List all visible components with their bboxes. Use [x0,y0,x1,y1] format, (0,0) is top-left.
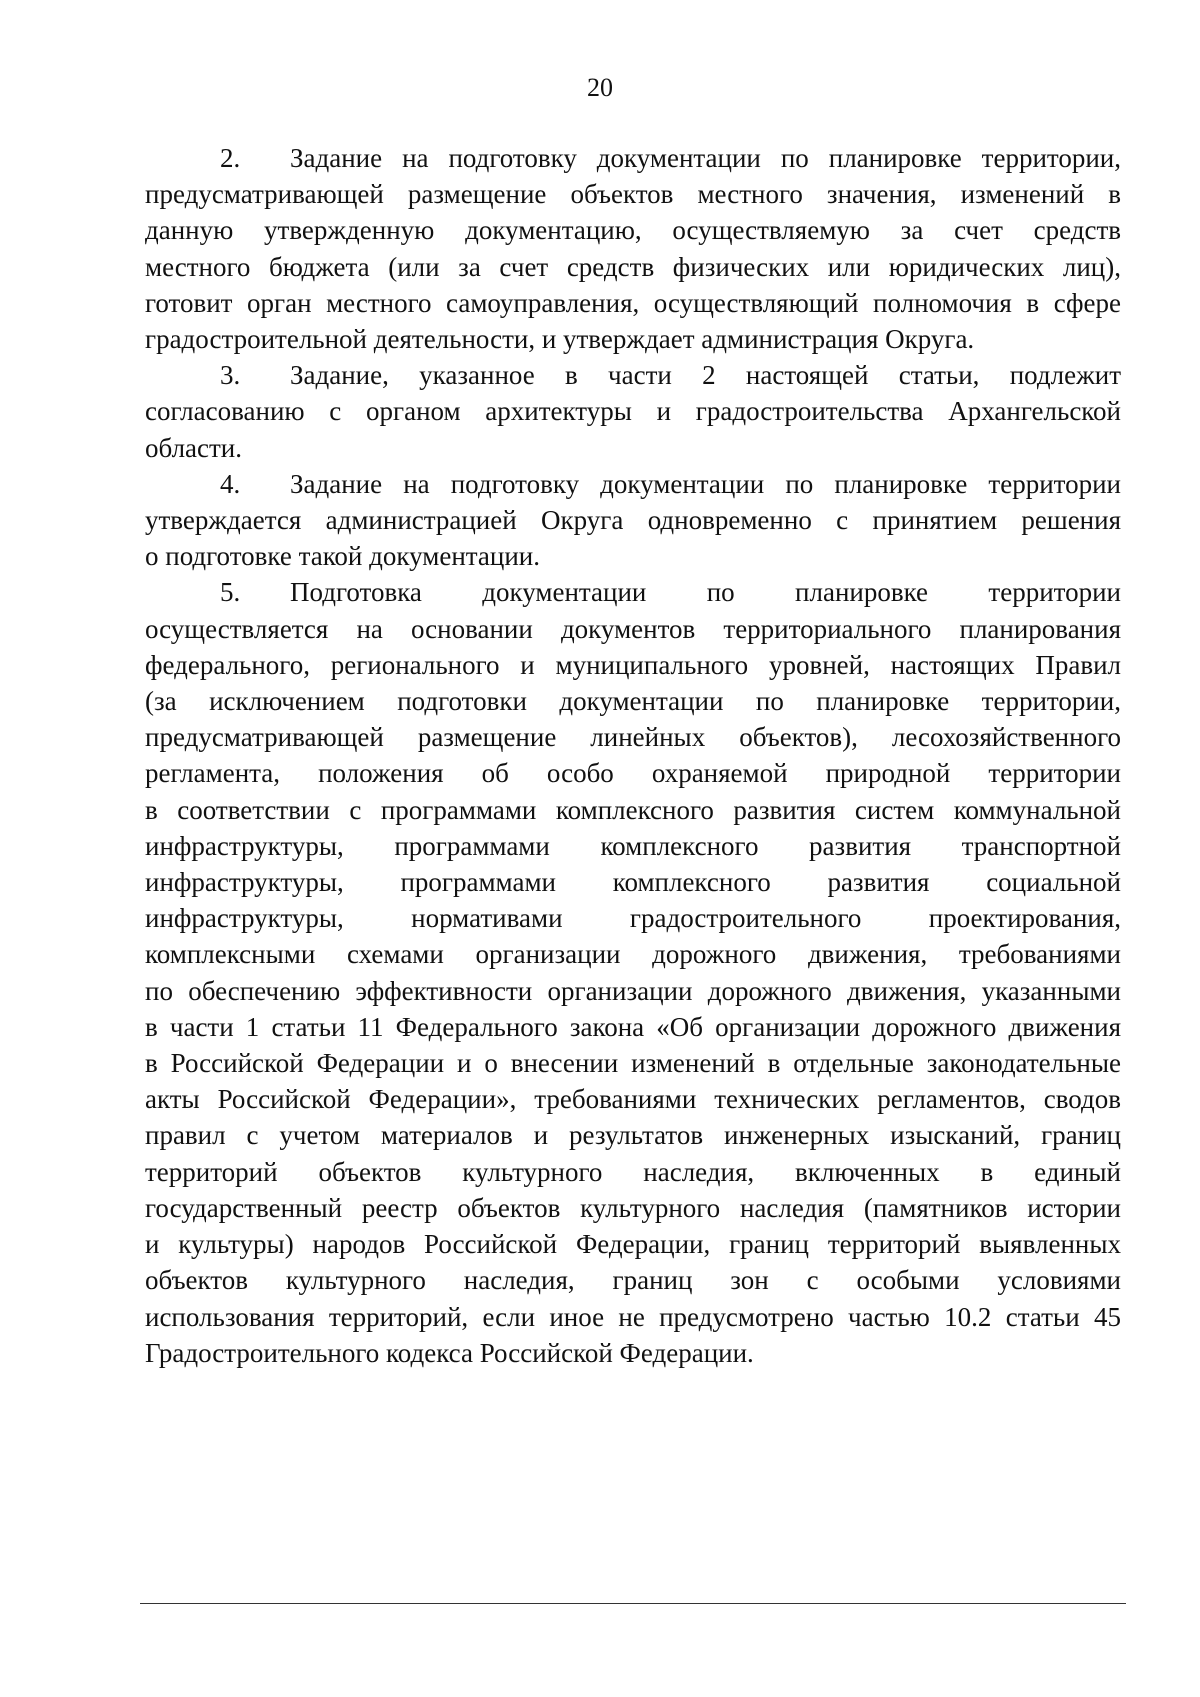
paragraph-line: федерального, регионального и муниципального уровней, настоящих Правил [145,649,1121,680]
paragraph-line: утверждается администрацией Округа одновременно с принятием решения [145,505,1121,536]
paragraph-line: о подготовке такой документации. [145,541,540,572]
paragraph-2 [145,140,1121,357]
paragraph-number: 2. [220,143,241,173]
paragraph-text: Подготовка документации по планировке территории [290,577,1121,608]
paragraph-number: 5. [220,577,241,608]
paragraph-line: регламента, положения об особо охраняемой природной территории [145,758,1121,789]
paragraph-line: предусматривающей размещение объектов местного значения, изменений в [145,179,1121,210]
paragraph-line: инфраструктуры, программами комплексного развития транспортной [145,830,1121,861]
paragraph-line: осуществляется на основании документов территориального планирования [145,613,1121,644]
document-body [145,140,1121,1371]
paragraph-line: в Российской Федерации и о внесении изменений в отдельные законодательные [145,1048,1121,1079]
paragraph-line: инфраструктуры, программами комплексного развития социальной [145,867,1121,898]
paragraph-line: объектов культурного наследия, границ зон с особыми условиями [145,1265,1121,1296]
paragraph-number: 4. [220,468,241,499]
paragraph-line: Градостроительного кодекса Российской Федерации. [145,1337,754,1368]
paragraph-line [145,466,1121,502]
paragraph-line: градостроительной деятельности, и утверждает администрация Округа. [145,324,975,355]
paragraph-line: и культуры) народов Российской Федерации, границ территорий выявленных [145,1229,1121,1260]
paragraph-line: в части 1 статьи 11 Федерального закона «Об организации дорожного движения [145,1011,1121,1042]
paragraph-line: комплексными схемами организации дорожного движения, требованиями [145,939,1121,970]
paragraph-line [145,140,1121,176]
paragraph-line: предусматривающей размещение линейных объектов), лесохозяйственного [145,722,1121,753]
paragraph-3 [145,357,1121,466]
paragraph-line: государственный реестр объектов культурного наследия (памятников истории [145,1192,1121,1223]
paragraph-text: Задание, указанное в части 2 настоящей статьи, подлежит [290,360,1121,391]
paragraph-text: Задание на подготовку документации по планировке территории, [290,143,1121,173]
footer-divider [140,1603,1126,1604]
paragraph-line: области. [145,432,243,463]
paragraph-4 [145,466,1121,575]
paragraph-line [145,574,1121,610]
paragraph-line: правил с учетом материалов и результатов инженерных изысканий, границ [145,1120,1121,1151]
paragraph-line: по обеспечению эффективности организации дорожного движения, указанными [145,975,1121,1006]
paragraph-line: местного бюджета (или за счет средств физических или юридических лиц), [145,251,1121,282]
paragraph-line: данную утвержденную документацию, осуществляемую за счет средств [145,215,1121,246]
paragraph-line [145,357,1121,393]
paragraph-line: в соответствии с программами комплексного развития систем коммунальной [145,794,1121,825]
paragraph-text: Задание на подготовку документации по планировке территории [290,468,1121,499]
paragraph-line: использования территорий, если иное не предусмотрено частью 10.2 статьи 45 [145,1301,1121,1332]
paragraph-line: территорий объектов культурного наследия, включенных в единый [145,1156,1121,1187]
paragraph-line: согласованию с органом архитектуры и градостроительства Архангельской [145,396,1121,427]
page-number: 20 [587,73,613,102]
paragraph-number: 3. [220,360,241,391]
paragraph-line: инфраструктуры, нормативами градостроительного проектирования, [145,903,1121,934]
paragraph-line: (за исключением подготовки документации по планировке территории, [145,686,1121,717]
paragraph-line: акты Российской Федерации», требованиями технических регламентов, сводов [145,1084,1121,1115]
paragraph-line: готовит орган местного самоуправления, осуществляющий полномочия в сфере [145,287,1121,318]
paragraph-5 [145,574,1121,1370]
